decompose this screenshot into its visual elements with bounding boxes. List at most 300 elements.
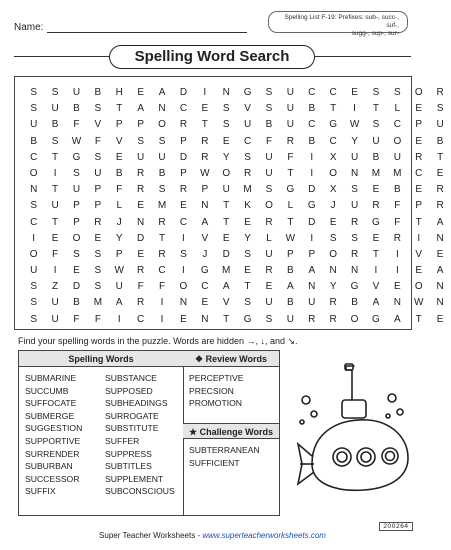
grid-letter[interactable]: I: [203, 87, 207, 98]
grid-letter[interactable]: S: [351, 184, 358, 196]
grid-letter[interactable]: A: [222, 281, 230, 293]
grid-letter[interactable]: T: [287, 167, 294, 179]
grid-letter[interactable]: D: [179, 151, 188, 163]
grid-letter[interactable]: A: [201, 216, 209, 228]
grid-letter[interactable]: I: [353, 103, 356, 115]
grid-letter[interactable]: R: [393, 232, 401, 244]
grid-letter[interactable]: D: [222, 248, 230, 260]
grid-letter[interactable]: E: [180, 313, 187, 325]
grid-letter[interactable]: X: [329, 151, 337, 163]
grid-letter[interactable]: L: [394, 103, 401, 115]
grid-letter[interactable]: P: [73, 200, 80, 212]
grid-letter[interactable]: T: [201, 119, 208, 131]
grid-letter[interactable]: C: [329, 87, 337, 98]
grid-letter[interactable]: S: [51, 135, 59, 147]
grid-letter[interactable]: G: [72, 151, 81, 163]
grid-letter[interactable]: J: [330, 200, 336, 212]
grid-letter[interactable]: T: [116, 103, 123, 115]
grid-letter[interactable]: F: [116, 184, 123, 196]
grid-letter[interactable]: S: [372, 87, 380, 98]
grid-letter[interactable]: U: [72, 184, 81, 196]
grid-letter[interactable]: O: [414, 281, 423, 293]
grid-letter[interactable]: B: [308, 103, 316, 115]
grid-letter[interactable]: U: [222, 184, 230, 196]
grid-letter[interactable]: N: [158, 103, 166, 115]
grid-letter[interactable]: N: [137, 216, 145, 228]
grid-letter[interactable]: R: [308, 313, 316, 325]
grid-letter[interactable]: E: [51, 232, 59, 244]
grid-letter[interactable]: O: [329, 248, 338, 260]
grid-letter[interactable]: U: [115, 281, 123, 293]
grid-letter[interactable]: S: [265, 87, 273, 98]
grid-letter[interactable]: S: [265, 313, 273, 325]
grid-letter[interactable]: U: [72, 87, 81, 98]
grid-letter[interactable]: E: [351, 87, 358, 98]
grid-letter[interactable]: U: [265, 248, 273, 260]
grid-letter[interactable]: S: [244, 248, 251, 260]
grid-letter[interactable]: O: [393, 135, 402, 147]
grid-letter[interactable]: E: [329, 216, 337, 228]
grid-letter[interactable]: S: [244, 297, 251, 309]
grid-letter[interactable]: E: [415, 265, 423, 277]
grid-letter[interactable]: F: [158, 281, 166, 293]
grid-letter[interactable]: I: [117, 313, 121, 325]
grid-letter[interactable]: W: [285, 232, 296, 244]
grid-letter[interactable]: G: [286, 184, 295, 196]
grid-letter[interactable]: Y: [351, 135, 358, 147]
grid-letter[interactable]: U: [372, 135, 380, 147]
grid-letter[interactable]: D: [308, 184, 316, 196]
grid-letter[interactable]: F: [394, 200, 401, 212]
grid-letter[interactable]: S: [265, 184, 273, 196]
grid-letter[interactable]: N: [393, 297, 401, 309]
grid-letter[interactable]: R: [201, 135, 209, 147]
grid-letter[interactable]: O: [29, 167, 38, 179]
grid-letter[interactable]: M: [157, 200, 167, 212]
grid-letter[interactable]: C: [329, 135, 337, 147]
grid-letter[interactable]: A: [115, 297, 123, 309]
grid-letter[interactable]: R: [158, 216, 166, 228]
grid-letter[interactable]: B: [51, 119, 59, 131]
grid-letter[interactable]: T: [223, 313, 230, 325]
grid-letter[interactable]: D: [308, 216, 316, 228]
grid-letter[interactable]: S: [94, 151, 102, 163]
grid-letter[interactable]: S: [51, 87, 59, 98]
grid-letter[interactable]: R: [436, 200, 444, 212]
grid-letter[interactable]: P: [308, 248, 316, 260]
grid-letter[interactable]: B: [73, 297, 80, 309]
grid-letter[interactable]: R: [329, 313, 337, 325]
grid-letter[interactable]: I: [310, 151, 314, 163]
grid-letter[interactable]: E: [201, 297, 209, 309]
grid-letter[interactable]: U: [286, 313, 294, 325]
grid-letter[interactable]: N: [179, 297, 188, 309]
grid-letter[interactable]: E: [265, 281, 273, 293]
grid-letter[interactable]: C: [415, 167, 423, 179]
grid-letter[interactable]: C: [30, 216, 38, 228]
grid-letter[interactable]: U: [308, 297, 316, 309]
grid-letter[interactable]: K: [244, 200, 251, 212]
grid-letter[interactable]: R: [137, 265, 145, 277]
grid-letter[interactable]: U: [51, 313, 59, 325]
grid-letter[interactable]: S: [329, 232, 337, 244]
grid-letter[interactable]: E: [372, 232, 380, 244]
grid-letter[interactable]: B: [287, 297, 294, 309]
grid-letter[interactable]: I: [417, 232, 421, 244]
grid-letter[interactable]: S: [30, 103, 38, 115]
grid-letter[interactable]: S: [94, 103, 102, 115]
grid-letter[interactable]: I: [160, 313, 164, 325]
grid-letter[interactable]: I: [310, 167, 314, 179]
grid-letter[interactable]: S: [94, 281, 102, 293]
grid-letter[interactable]: I: [53, 265, 57, 277]
grid-letter[interactable]: S: [351, 232, 358, 244]
grid-letter[interactable]: R: [179, 184, 188, 196]
grid-letter[interactable]: F: [394, 216, 401, 228]
grid-letter[interactable]: E: [94, 232, 102, 244]
grid-letter[interactable]: E: [201, 103, 209, 115]
grid-letter[interactable]: O: [179, 281, 188, 293]
grid-letter[interactable]: B: [351, 297, 358, 309]
grid-letter[interactable]: R: [265, 265, 273, 277]
grid-letter[interactable]: Y: [329, 281, 337, 293]
grid-letter[interactable]: C: [393, 119, 401, 131]
grid-letter[interactable]: E: [244, 265, 251, 277]
grid-letter[interactable]: P: [137, 119, 144, 131]
grid-letter[interactable]: T: [437, 151, 444, 163]
grid-letter[interactable]: J: [202, 248, 208, 260]
grid-letter[interactable]: O: [72, 232, 81, 244]
grid-letter[interactable]: R: [137, 167, 145, 179]
grid-letter[interactable]: C: [243, 135, 252, 147]
grid-letter[interactable]: U: [286, 119, 294, 131]
grid-letter[interactable]: D: [137, 232, 145, 244]
grid-letter[interactable]: R: [137, 297, 145, 309]
grid-letter[interactable]: A: [287, 281, 294, 293]
grid-letter[interactable]: N: [30, 184, 38, 196]
grid-letter[interactable]: C: [137, 313, 145, 325]
grid-letter[interactable]: E: [372, 184, 380, 196]
grid-letter[interactable]: L: [266, 232, 272, 244]
grid-letter[interactable]: G: [243, 313, 252, 325]
grid-letter[interactable]: B: [436, 135, 444, 147]
grid-letter[interactable]: U: [350, 151, 359, 163]
grid-letter[interactable]: P: [415, 119, 423, 131]
grid-letter[interactable]: V: [222, 297, 230, 309]
grid-letter[interactable]: C: [201, 281, 209, 293]
grid-letter[interactable]: O: [329, 167, 338, 179]
grid-letter[interactable]: M: [93, 297, 103, 309]
grid-letter[interactable]: S: [222, 103, 230, 115]
grid-letter[interactable]: T: [52, 184, 59, 196]
grid-letter[interactable]: R: [350, 216, 359, 228]
grid-letter[interactable]: S: [30, 313, 38, 325]
grid-letter[interactable]: S: [30, 87, 38, 98]
grid-letter[interactable]: E: [436, 167, 444, 179]
grid-letter[interactable]: F: [52, 248, 59, 260]
grid-letter[interactable]: N: [350, 167, 359, 179]
grid-letter[interactable]: V: [415, 248, 423, 260]
grid-letter[interactable]: F: [265, 135, 273, 147]
grid-letter[interactable]: M: [243, 184, 252, 196]
grid-letter[interactable]: A: [158, 87, 166, 98]
grid-letter[interactable]: I: [310, 232, 314, 244]
grid-letter[interactable]: B: [94, 87, 102, 98]
grid-letter[interactable]: E: [137, 87, 144, 98]
grid-letter[interactable]: P: [73, 216, 80, 228]
grid-letter[interactable]: T: [372, 248, 379, 260]
grid-letter[interactable]: F: [94, 313, 101, 325]
grid-letter[interactable]: N: [222, 87, 230, 98]
grid-letter[interactable]: E: [244, 216, 251, 228]
grid-letter[interactable]: T: [244, 281, 251, 293]
grid-letter[interactable]: S: [372, 119, 380, 131]
grid-letter[interactable]: E: [222, 232, 230, 244]
grid-letter[interactable]: E: [137, 248, 144, 260]
name-field[interactable]: [14, 22, 247, 33]
grid-letter[interactable]: V: [201, 232, 209, 244]
grid-letter[interactable]: B: [287, 265, 294, 277]
grid-letter[interactable]: E: [180, 200, 187, 212]
grid-letter[interactable]: P: [94, 200, 102, 212]
grid-letter[interactable]: R: [137, 184, 145, 196]
grid-letter[interactable]: B: [308, 135, 316, 147]
grid-letter[interactable]: B: [394, 184, 401, 196]
grid-letter[interactable]: P: [180, 135, 187, 147]
grid-letter[interactable]: E: [415, 184, 423, 196]
grid-letter[interactable]: E: [222, 135, 230, 147]
grid-letter[interactable]: P: [201, 184, 209, 196]
grid-letter[interactable]: E: [73, 265, 80, 277]
grid-letter[interactable]: O: [222, 167, 231, 179]
grid-letter[interactable]: O: [414, 87, 423, 98]
grid-letter[interactable]: R: [350, 248, 359, 260]
grid-letter[interactable]: U: [350, 200, 359, 212]
grid-letter[interactable]: U: [286, 103, 294, 115]
grid-letter[interactable]: A: [308, 265, 316, 277]
grid-letter[interactable]: R: [329, 297, 337, 309]
grid-letter[interactable]: A: [436, 216, 444, 228]
grid-letter[interactable]: E: [436, 248, 444, 260]
grid-letter[interactable]: I: [32, 232, 36, 244]
grid-letter[interactable]: U: [30, 265, 38, 277]
grid-letter[interactable]: U: [30, 119, 38, 131]
grid-letter[interactable]: J: [116, 216, 122, 228]
grid-letter[interactable]: X: [329, 184, 337, 196]
grid-letter[interactable]: U: [286, 87, 294, 98]
grid-letter[interactable]: U: [51, 200, 59, 212]
grid-letter[interactable]: T: [415, 216, 422, 228]
grid-letter[interactable]: I: [53, 167, 57, 179]
grid-letter[interactable]: U: [137, 151, 145, 163]
grid-letter[interactable]: T: [223, 216, 230, 228]
grid-letter[interactable]: S: [73, 248, 80, 260]
grid-letter[interactable]: T: [52, 151, 59, 163]
grid-letter[interactable]: B: [73, 103, 80, 115]
grid-letter[interactable]: S: [265, 103, 273, 115]
grid-letter[interactable]: N: [201, 313, 209, 325]
grid-letter[interactable]: T: [52, 216, 59, 228]
grid-letter[interactable]: T: [330, 103, 337, 115]
grid-letter[interactable]: R: [436, 87, 444, 98]
grid-letter[interactable]: Y: [115, 232, 123, 244]
grid-letter[interactable]: R: [265, 216, 273, 228]
grid-letter[interactable]: B: [158, 167, 166, 179]
grid-letter[interactable]: B: [265, 119, 273, 131]
grid-letter[interactable]: T: [415, 313, 422, 325]
grid-letter[interactable]: U: [94, 167, 102, 179]
grid-letter[interactable]: A: [372, 297, 380, 309]
grid-letter[interactable]: C: [30, 151, 38, 163]
grid-letter[interactable]: E: [137, 200, 144, 212]
grid-letter[interactable]: S: [94, 248, 102, 260]
grid-letter[interactable]: A: [436, 265, 444, 277]
grid-letter[interactable]: F: [73, 313, 80, 325]
grid-letter[interactable]: U: [265, 151, 273, 163]
grid-letter[interactable]: R: [372, 200, 380, 212]
grid-letter[interactable]: M: [393, 167, 402, 179]
grid-letter[interactable]: A: [394, 313, 401, 325]
grid-letter[interactable]: S: [158, 184, 166, 196]
grid-letter[interactable]: S: [436, 103, 444, 115]
grid-letter[interactable]: T: [287, 216, 294, 228]
grid-letter[interactable]: B: [30, 135, 38, 147]
grid-letter[interactable]: F: [287, 151, 294, 163]
grid-letter[interactable]: N: [329, 265, 337, 277]
grid-letter[interactable]: I: [395, 265, 399, 277]
grid-letter[interactable]: S: [394, 87, 401, 98]
grid-letter[interactable]: V: [94, 119, 102, 131]
footer-url[interactable]: www.superteacherworksheets.com: [202, 531, 326, 540]
grid-letter[interactable]: C: [158, 265, 166, 277]
grid-letter[interactable]: W: [114, 265, 124, 277]
grid-letter[interactable]: C: [308, 87, 316, 98]
grid-letter[interactable]: O: [158, 119, 166, 131]
grid-letter[interactable]: R: [179, 119, 188, 131]
grid-letter[interactable]: S: [30, 281, 38, 293]
grid-letter[interactable]: U: [51, 103, 59, 115]
grid-letter[interactable]: N: [201, 200, 209, 212]
grid-letter[interactable]: I: [160, 297, 164, 309]
grid-letter[interactable]: N: [436, 232, 444, 244]
grid-letter[interactable]: E: [415, 135, 423, 147]
grid-letter[interactable]: D: [72, 281, 81, 293]
grid-letter[interactable]: R: [243, 167, 252, 179]
grid-letter[interactable]: T: [158, 232, 166, 244]
grid-letter[interactable]: S: [244, 151, 251, 163]
name-line[interactable]: [47, 23, 247, 33]
grid-letter[interactable]: A: [137, 103, 144, 115]
grid-letter[interactable]: Y: [244, 232, 251, 244]
grid-letter[interactable]: P: [94, 184, 102, 196]
grid-letter[interactable]: L: [116, 200, 123, 212]
grid-letter[interactable]: L: [287, 200, 294, 212]
grid-letter[interactable]: F: [94, 135, 101, 147]
grid-letter[interactable]: S: [30, 200, 38, 212]
grid-letter[interactable]: W: [349, 119, 360, 131]
grid-letter[interactable]: H: [115, 87, 123, 98]
grid-letter[interactable]: S: [94, 265, 102, 277]
grid-letter[interactable]: U: [393, 151, 401, 163]
grid-letter[interactable]: E: [115, 151, 123, 163]
grid-letter[interactable]: C: [179, 216, 188, 228]
grid-letter[interactable]: R: [436, 184, 444, 196]
grid-letter[interactable]: W: [71, 135, 82, 147]
grid-letter[interactable]: T: [223, 200, 230, 212]
grid-letter[interactable]: I: [182, 232, 185, 244]
grid-letter[interactable]: C: [308, 119, 316, 131]
grid-letter[interactable]: G: [350, 281, 359, 293]
grid-letter[interactable]: E: [415, 103, 423, 115]
grid-letter[interactable]: V: [115, 135, 123, 147]
grid-letter[interactable]: T: [372, 103, 379, 115]
grid-letter[interactable]: P: [287, 248, 294, 260]
grid-letter[interactable]: B: [372, 151, 380, 163]
grid-letter[interactable]: G: [372, 216, 380, 228]
grid-letter[interactable]: N: [436, 297, 444, 309]
grid-letter[interactable]: P: [115, 119, 123, 131]
grid-letter[interactable]: S: [137, 135, 144, 147]
grid-letter[interactable]: G: [307, 200, 316, 212]
grid-letter[interactable]: N: [436, 281, 444, 293]
grid-letter[interactable]: U: [436, 119, 444, 131]
grid-letter[interactable]: N: [350, 265, 359, 277]
grid-letter[interactable]: R: [415, 151, 423, 163]
grid-letter[interactable]: G: [200, 265, 209, 277]
grid-letter[interactable]: Y: [222, 151, 230, 163]
grid-letter[interactable]: S: [222, 119, 230, 131]
grid-letter[interactable]: G: [372, 313, 380, 325]
grid-letter[interactable]: I: [395, 248, 399, 260]
grid-letter[interactable]: U: [158, 151, 166, 163]
grid-letter[interactable]: U: [265, 167, 273, 179]
grid-letter[interactable]: C: [179, 103, 188, 115]
grid-letter[interactable]: D: [179, 87, 188, 98]
grid-letter[interactable]: F: [137, 281, 144, 293]
grid-letter[interactable]: P: [180, 167, 187, 179]
grid-letter[interactable]: S: [158, 135, 166, 147]
grid-letter[interactable]: S: [180, 248, 187, 260]
grid-letter[interactable]: O: [265, 200, 273, 212]
grid-letter[interactable]: M: [371, 167, 381, 179]
grid-letter[interactable]: O: [350, 313, 359, 325]
grid-letter[interactable]: B: [115, 167, 123, 179]
grid-letter[interactable]: P: [115, 248, 123, 260]
grid-letter[interactable]: Z: [52, 281, 59, 293]
grid-letter[interactable]: S: [30, 297, 38, 309]
grid-letter[interactable]: V: [244, 103, 251, 115]
grid-letter[interactable]: N: [308, 281, 316, 293]
grid-letter[interactable]: P: [415, 200, 423, 212]
grid-letter[interactable]: U: [243, 119, 252, 131]
grid-letter[interactable]: M: [222, 265, 231, 277]
grid-letter[interactable]: R: [201, 151, 209, 163]
grid-letter[interactable]: U: [265, 297, 273, 309]
grid-letter[interactable]: R: [94, 216, 102, 228]
grid-letter[interactable]: O: [29, 248, 38, 260]
grid-letter[interactable]: R: [286, 135, 294, 147]
grid-letter[interactable]: G: [329, 119, 338, 131]
grid-letter[interactable]: S: [73, 167, 80, 179]
grid-letter[interactable]: W: [200, 167, 210, 179]
grid-letter[interactable]: U: [51, 297, 59, 309]
grid-letter[interactable]: E: [394, 281, 401, 293]
grid-letter[interactable]: F: [73, 119, 80, 131]
grid-letter[interactable]: E: [436, 313, 444, 325]
grid-letter[interactable]: I: [374, 265, 378, 277]
grid-letter[interactable]: V: [372, 281, 380, 293]
grid-letter[interactable]: I: [182, 265, 185, 277]
